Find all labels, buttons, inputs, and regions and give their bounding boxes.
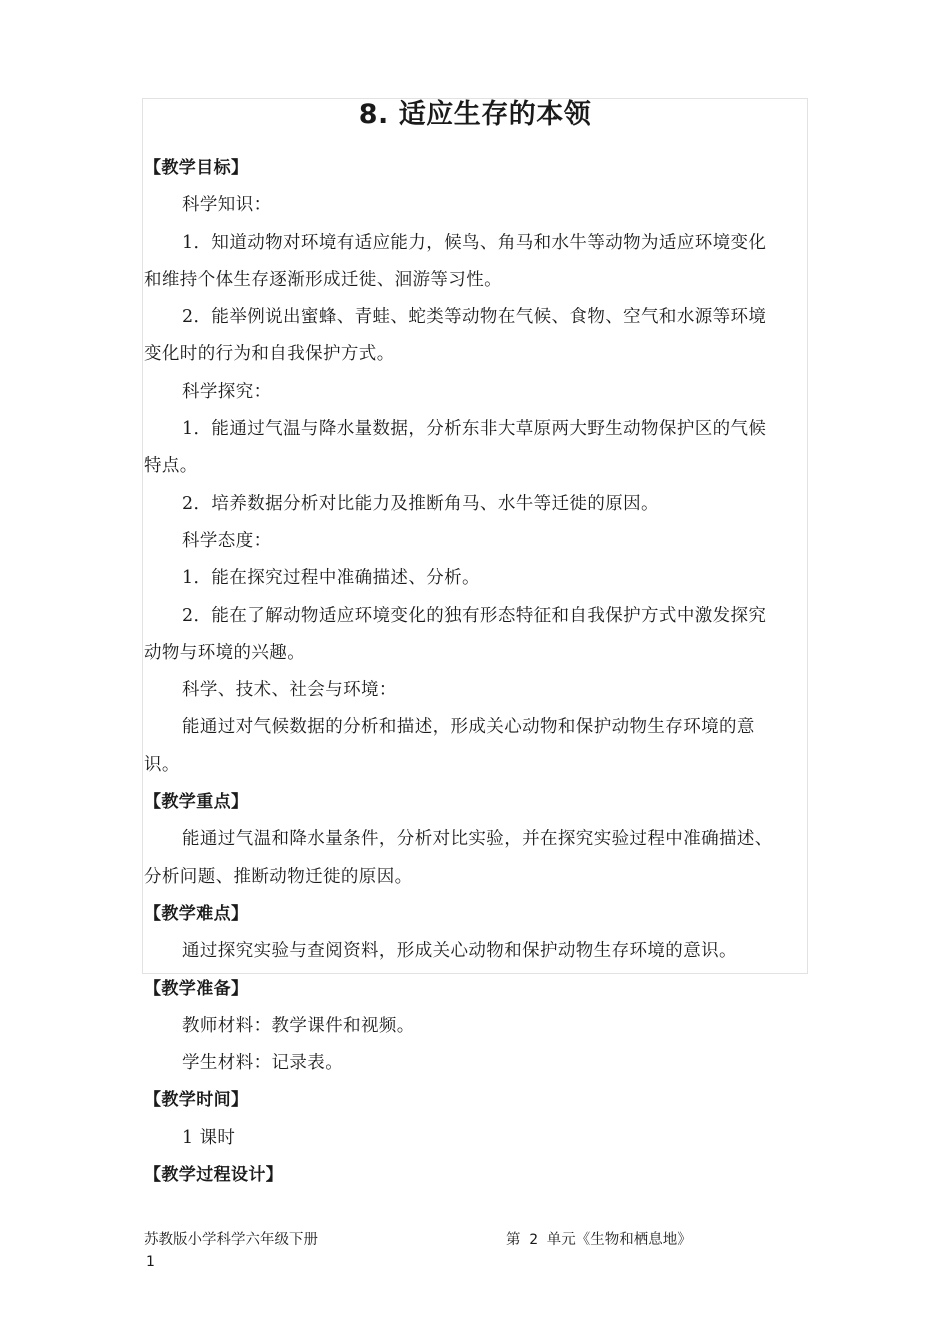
section-heading: 【教学重点】 bbox=[144, 792, 249, 813]
document-body bbox=[144, 150, 810, 1194]
paragraph-line: 学生材料：记录表。 bbox=[182, 1053, 344, 1074]
paragraph-line: 科学探究： bbox=[182, 381, 272, 402]
section-heading: 【教学准备】 bbox=[144, 978, 249, 999]
paragraph-line: 1．能在探究过程中准确描述、分析。 bbox=[182, 568, 480, 589]
paragraph-line: 1．知道动物对环境有适应能力，候鸟、角马和水牛等动物为适应环境变化 bbox=[182, 232, 767, 253]
section-heading: 【教学难点】 bbox=[144, 903, 249, 924]
paragraph-line: 和维持个体生存逐渐形成迁徙、洄游等习性。 bbox=[144, 269, 502, 290]
paragraph-line: 科学态度： bbox=[182, 530, 272, 551]
paragraph-line: 1 课时 bbox=[182, 1127, 236, 1148]
paragraph-line: 能通过气温和降水量条件，分析对比实验，并在探究实验过程中准确描述、 bbox=[182, 829, 773, 850]
paragraph-line: 2．培养数据分析对比能力及推断角马、水牛等迁徙的原因。 bbox=[182, 493, 659, 514]
paragraph-line: 科学、技术、社会与环境： bbox=[182, 680, 397, 701]
paragraph-line: 1．能通过气温与降水量数据，分析东非大草原两大野生动物保护区的气候 bbox=[182, 419, 767, 440]
paragraph-line: 教师材料：教学课件和视频。 bbox=[182, 1015, 415, 1036]
paragraph-line: 2．能在了解动物适应环境变化的独有形态特征和自我保护方式中激发探究 bbox=[182, 605, 767, 626]
paragraph-line: 能通过对气候数据的分析和描述，形成关心动物和保护动物生存环境的意 bbox=[182, 717, 755, 738]
paragraph-line: 科学知识： bbox=[182, 195, 272, 216]
paragraph-line: 分析问题、推断动物迁徙的原因。 bbox=[144, 866, 413, 887]
paragraph-line: 特点。 bbox=[144, 456, 198, 477]
section-heading: 【教学过程设计】 bbox=[144, 1165, 284, 1186]
page-number: 1 bbox=[146, 1254, 155, 1270]
page-title: 8. 适应生存的本领 bbox=[358, 99, 592, 130]
section-heading: 【教学时间】 bbox=[144, 1090, 249, 1111]
section-heading: 【教学目标】 bbox=[144, 158, 249, 178]
paragraph-line: 变化时的行为和自我保护方式。 bbox=[144, 344, 395, 365]
footer-book-name: 苏教版小学科学六年级下册 bbox=[144, 1232, 318, 1248]
paragraph-line: 通过探究实验与查阅资料，形成关心动物和保护动物生存环境的意识。 bbox=[182, 941, 737, 962]
paragraph-line: 识。 bbox=[144, 754, 180, 775]
paragraph-line: 动物与环境的兴趣。 bbox=[144, 642, 306, 663]
footer-unit-name: 第 2 单元《生物和栖息地》 bbox=[506, 1232, 692, 1248]
paragraph-line: 2．能举例说出蜜蜂、青蛙、蛇类等动物在气候、食物、空气和水源等环境 bbox=[182, 307, 767, 328]
